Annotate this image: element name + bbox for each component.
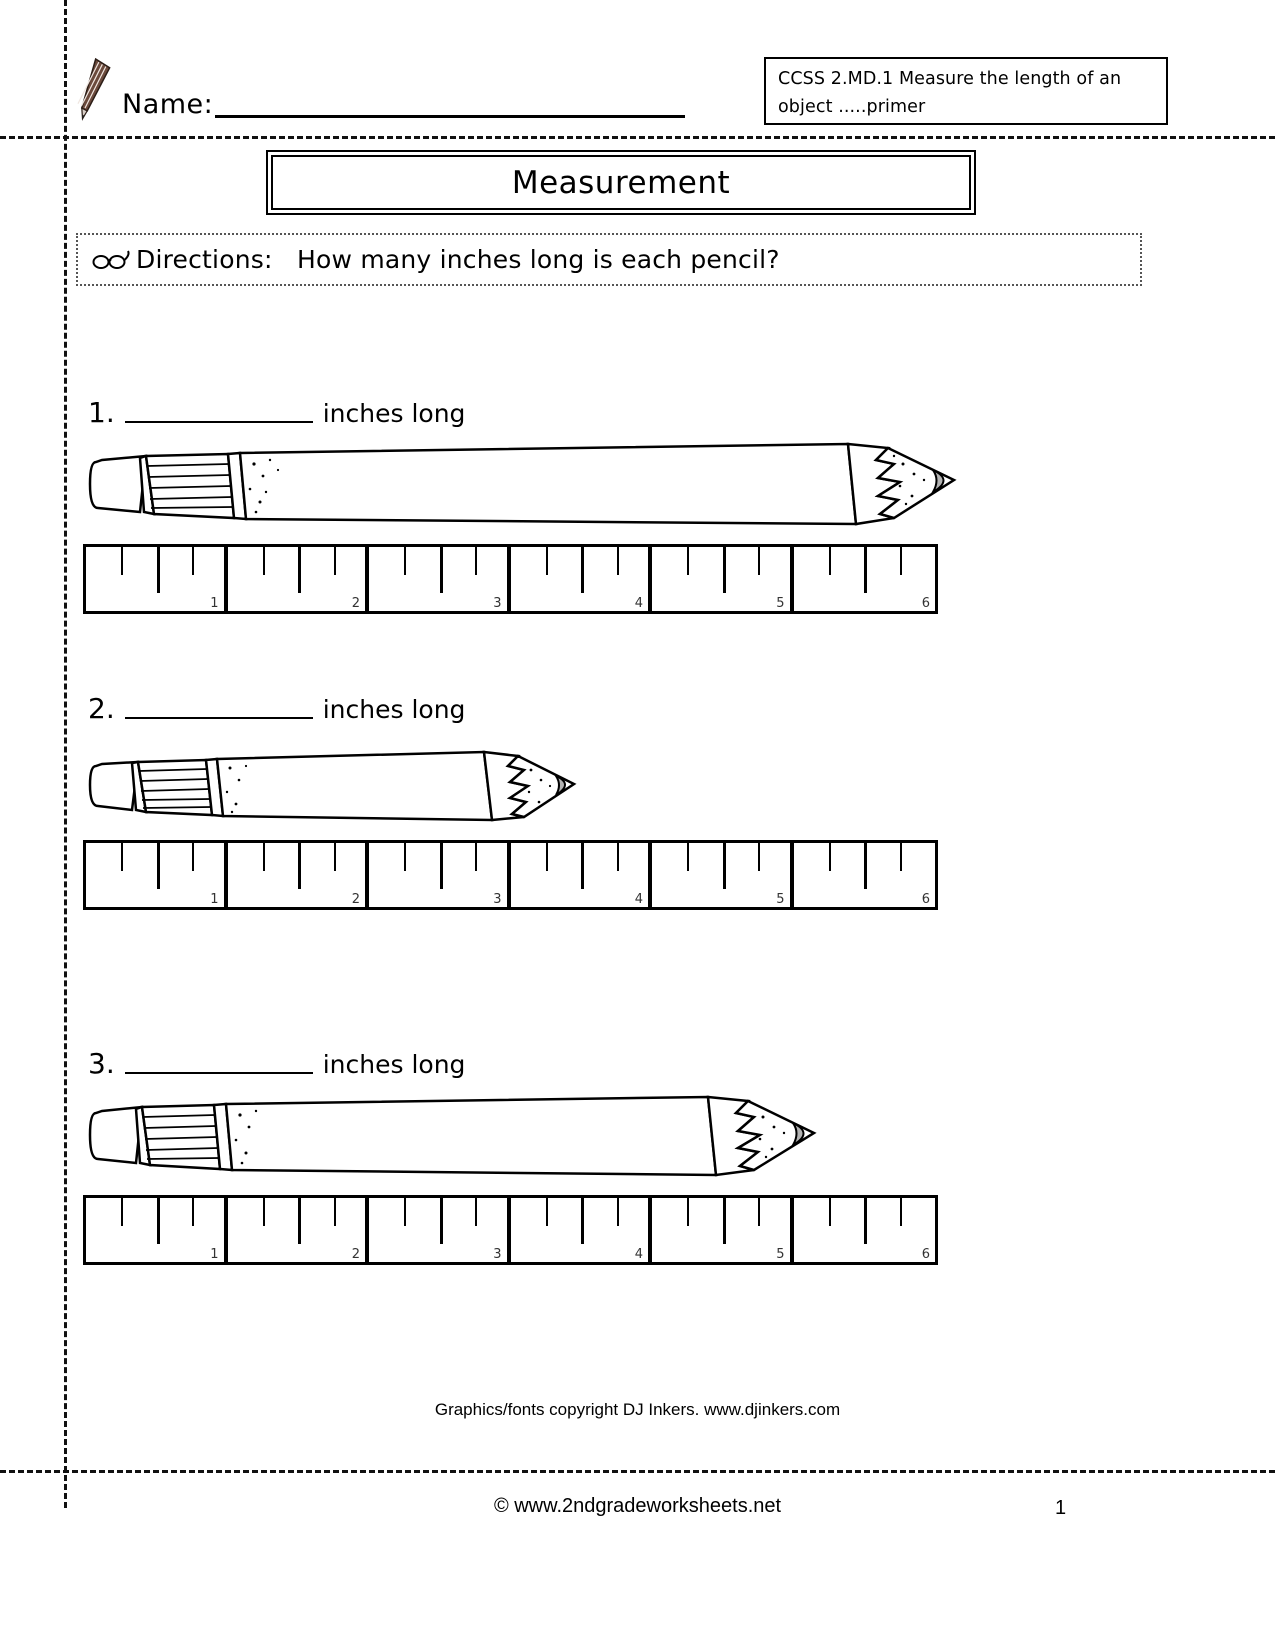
unit-label: inches long [322, 399, 466, 428]
quarter-inch-tick [829, 843, 831, 871]
problem-2 [88, 688, 1088, 910]
half-inch-tick [864, 547, 867, 593]
quarter-inch-tick [546, 547, 548, 575]
cut-line-horizontal-bottom [0, 1470, 1275, 1473]
ruler-inch-label: 5 [776, 892, 785, 907]
ruler-inch-segment [511, 843, 653, 907]
answer-blank[interactable] [125, 421, 313, 423]
quarter-inch-tick [334, 843, 336, 871]
ruler-inch-segment [228, 843, 370, 907]
ruler-inch-label: 2 [351, 596, 360, 611]
quarter-inch-tick [687, 547, 689, 575]
half-inch-tick [440, 1198, 443, 1244]
ruler-inch-label: 2 [351, 892, 360, 907]
ruler-inch-label: 1 [210, 892, 219, 907]
question-number: 1. [88, 396, 115, 429]
half-inch-tick [298, 1198, 301, 1244]
question-line [88, 688, 1088, 724]
pencil-graphic [88, 1085, 958, 1190]
name-label: Name: [122, 89, 214, 120]
problem-1 [88, 392, 1088, 614]
unit-label: inches long [322, 1050, 466, 1079]
quarter-inch-tick [687, 1198, 689, 1226]
worksheet-title-box [266, 150, 976, 215]
half-inch-tick [864, 843, 867, 889]
worksheet-title-inner [271, 155, 971, 210]
question-number: 2. [88, 692, 115, 725]
ruler-inch-label: 2 [351, 1247, 360, 1262]
quarter-inch-tick [404, 843, 406, 871]
half-inch-tick [581, 547, 584, 593]
ruler-inch-label: 3 [493, 1247, 502, 1262]
ruler-inch-label: 5 [776, 1247, 785, 1262]
page-number: 1 [1055, 1497, 1067, 1519]
quarter-inch-tick [617, 547, 619, 575]
directions-text: Directions: How many inches long is each pencil? [136, 245, 780, 274]
half-inch-tick [581, 1198, 584, 1244]
ruler-inch-label: 6 [921, 1247, 930, 1262]
quarter-inch-tick [758, 843, 760, 871]
quarter-inch-tick [334, 547, 336, 575]
ruler-inch-segment [794, 843, 936, 907]
cut-line-horizontal-top [0, 136, 1275, 139]
pencil-illustration [88, 1085, 1088, 1195]
ruler-inch-segment [652, 843, 794, 907]
ruler-inch-segment [369, 1198, 511, 1262]
directions-box [76, 233, 1142, 286]
ruler-inch-segment [794, 547, 936, 611]
quarter-inch-tick [121, 547, 123, 575]
answer-blank[interactable] [125, 1072, 313, 1074]
quarter-inch-tick [758, 1198, 760, 1226]
ruler-inch-label: 1 [210, 1247, 219, 1262]
half-inch-tick [157, 547, 160, 593]
pencil-illustration [88, 434, 1088, 544]
quarter-inch-tick [617, 843, 619, 871]
quarter-inch-tick [263, 547, 265, 575]
quarter-inch-tick [546, 843, 548, 871]
half-inch-tick [723, 1198, 726, 1244]
ruler-inch-segment [86, 547, 228, 611]
ccss-standard-box [764, 57, 1168, 125]
ruler-inch-segment [86, 1198, 228, 1262]
quarter-inch-tick [404, 547, 406, 575]
question-line [88, 392, 1088, 428]
ruler-inch-segment [369, 843, 511, 907]
ruler-2 [83, 840, 938, 910]
quarter-inch-tick [475, 843, 477, 871]
half-inch-tick [723, 843, 726, 889]
half-inch-tick [581, 843, 584, 889]
quarter-inch-tick [192, 843, 194, 871]
ruler-inch-label: 6 [921, 596, 930, 611]
ruler-inch-label: 5 [776, 596, 785, 611]
half-inch-tick [298, 843, 301, 889]
half-inch-tick [440, 843, 443, 889]
ruler-3 [83, 1195, 938, 1265]
ruler-inch-label: 3 [493, 892, 502, 907]
quarter-inch-tick [475, 547, 477, 575]
ruler-inch-label: 6 [921, 892, 930, 907]
name-row [72, 52, 685, 124]
half-inch-tick [440, 547, 443, 593]
ruler-inch-segment [86, 843, 228, 907]
ruler-inch-segment [369, 547, 511, 611]
quarter-inch-tick [758, 547, 760, 575]
quarter-inch-tick [121, 1198, 123, 1226]
ruler-inch-label: 4 [634, 892, 643, 907]
ruler-inch-segment [794, 1198, 936, 1262]
quarter-inch-tick [829, 547, 831, 575]
problem-3 [88, 1043, 1088, 1265]
graphics-credit: Graphics/fonts copyright DJ Inkers. www.djinkers.com [434, 1400, 841, 1419]
name-input-line[interactable] [215, 115, 685, 118]
quarter-inch-tick [900, 1198, 902, 1226]
quarter-inch-tick [900, 547, 902, 575]
ruler-inch-segment [511, 547, 653, 611]
pencil-graphic [88, 730, 958, 835]
quarter-inch-tick [263, 843, 265, 871]
ruler-inch-segment [511, 1198, 653, 1262]
quarter-inch-tick [475, 1198, 477, 1226]
ruler-inch-segment [652, 547, 794, 611]
pencil-icon [72, 56, 116, 124]
quarter-inch-tick [121, 843, 123, 871]
half-inch-tick [723, 547, 726, 593]
ruler-inch-segment [228, 547, 370, 611]
half-inch-tick [864, 1198, 867, 1244]
ruler-inch-segment [652, 1198, 794, 1262]
quarter-inch-tick [687, 843, 689, 871]
ccss-text: CCSS 2.MD.1 Measure the length of an object .....primer [778, 69, 1122, 117]
quarter-inch-tick [829, 1198, 831, 1226]
ruler-inch-label: 1 [210, 596, 219, 611]
quarter-inch-tick [617, 1198, 619, 1226]
quarter-inch-tick [404, 1198, 406, 1226]
quarter-inch-tick [192, 547, 194, 575]
ruler-inch-segment [228, 1198, 370, 1262]
pencil-illustration [88, 730, 1088, 840]
ruler-1 [83, 544, 938, 614]
quarter-inch-tick [334, 1198, 336, 1226]
half-inch-tick [157, 843, 160, 889]
ruler-inch-label: 4 [634, 1247, 643, 1262]
glasses-icon [92, 249, 132, 271]
question-number: 3. [88, 1047, 115, 1080]
quarter-inch-tick [192, 1198, 194, 1226]
half-inch-tick [157, 1198, 160, 1244]
ruler-inch-label: 4 [634, 596, 643, 611]
quarter-inch-tick [263, 1198, 265, 1226]
cut-line-vertical [64, 0, 67, 1508]
quarter-inch-tick [900, 843, 902, 871]
ruler-inch-label: 3 [493, 596, 502, 611]
quarter-inch-tick [546, 1198, 548, 1226]
site-footer: © www.2ndgradeworksheets.net [493, 1495, 782, 1517]
answer-blank[interactable] [125, 717, 313, 719]
pencil-graphic [88, 434, 958, 539]
question-line [88, 1043, 1088, 1079]
page-title: Measurement [511, 164, 731, 201]
unit-label: inches long [322, 695, 466, 724]
half-inch-tick [298, 547, 301, 593]
